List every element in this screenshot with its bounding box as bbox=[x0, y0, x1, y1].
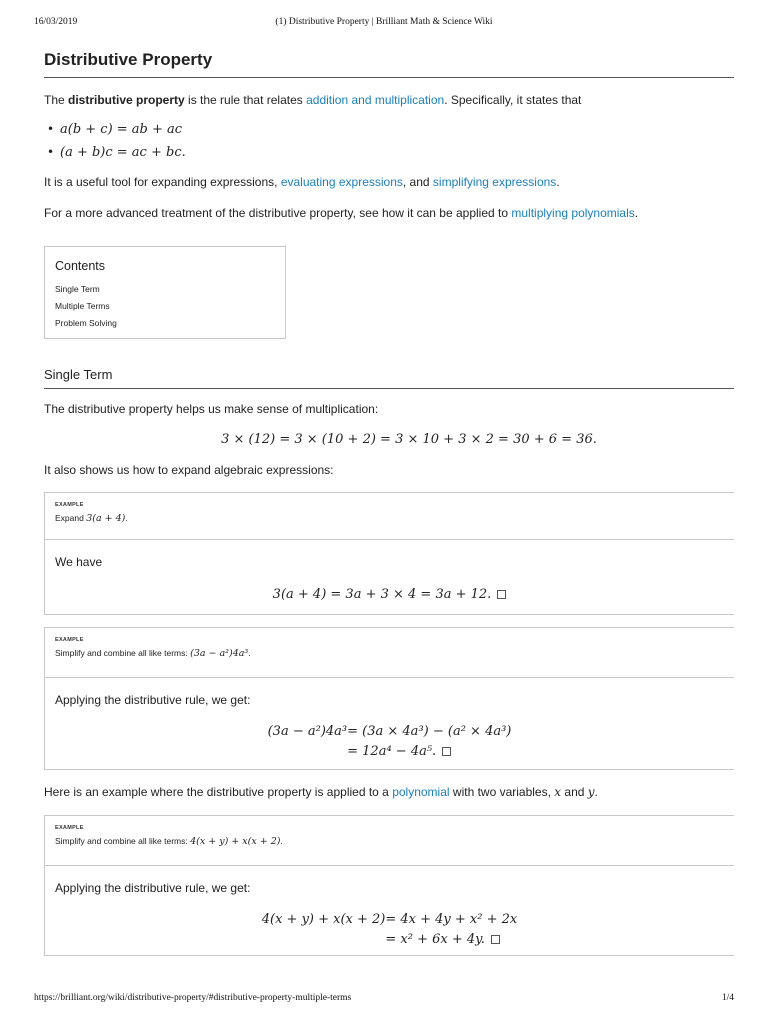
advanced-text: For a more advanced treatment of the distributive property, see how it can be applied to bbox=[44, 206, 512, 220]
property-item: • a(b + c) = ab + ac bbox=[60, 118, 734, 141]
question-math: (3a − a²)4a³ bbox=[190, 648, 249, 659]
variable-x: x bbox=[554, 785, 562, 799]
example-box-1 bbox=[44, 492, 734, 615]
multiplying-polynomials-link[interactable]: multiplying polynomials bbox=[511, 206, 635, 220]
intro-paragraph bbox=[44, 92, 734, 108]
expand-paragraph: It also shows us how to expand algebraic expressions: bbox=[44, 463, 334, 477]
equation-rhs-text: = x² + 6x + 4y. bbox=[385, 932, 485, 947]
question-text: . bbox=[125, 513, 128, 523]
variable-y: y bbox=[587, 785, 595, 799]
example-question-text bbox=[55, 647, 724, 660]
polynomial-link[interactable]: polynomial bbox=[392, 785, 450, 799]
help-paragraph: The distributive property helps us make sense of multiplication: bbox=[44, 402, 379, 416]
solution-lead: Applying the distributive rule, we get: bbox=[55, 881, 251, 895]
question-text: Simplify and combine all like terms: bbox=[55, 648, 191, 658]
example-label: EXAMPLE bbox=[55, 637, 84, 643]
solution-equation-aligned bbox=[55, 722, 724, 762]
example-solution bbox=[45, 866, 734, 950]
property-list bbox=[44, 118, 734, 164]
equation-lhs: 4(x + y) + x(x + 2) bbox=[261, 912, 386, 927]
toc-title: Contents bbox=[55, 259, 106, 273]
equation-rhs bbox=[347, 742, 511, 762]
polynomial-text: with two variables, bbox=[449, 785, 555, 799]
example-solution bbox=[45, 540, 734, 605]
intro-text: The bbox=[44, 93, 69, 107]
toc-item-multiple-terms[interactable]: Multiple Terms bbox=[55, 301, 110, 311]
example-box-2 bbox=[44, 627, 734, 770]
equation-rhs bbox=[385, 930, 517, 950]
example-question bbox=[45, 628, 734, 678]
example-question bbox=[45, 816, 734, 866]
example-solution bbox=[45, 678, 734, 762]
print-date: 16/03/2019 bbox=[34, 17, 78, 27]
print-header bbox=[0, 17, 768, 31]
print-url: https://brilliant.org/wiki/distributive-property/#distributive-property-multiple-terms bbox=[34, 993, 352, 1003]
example-question-text bbox=[55, 835, 724, 848]
equation-lhs: (3a − a²)4a³ bbox=[267, 724, 348, 739]
polynomial-paragraph bbox=[44, 784, 734, 800]
question-text: . bbox=[248, 648, 251, 658]
useful-text: , and bbox=[402, 175, 433, 189]
solution-lead: We have bbox=[55, 555, 103, 569]
question-text: Simplify and combine all like terms: bbox=[55, 836, 191, 846]
example-label: EXAMPLE bbox=[55, 502, 84, 508]
solution-lead: Applying the distributive rule, we get: bbox=[55, 693, 251, 707]
intro-bold-term: distributive property bbox=[68, 93, 185, 107]
addition-multiplication-link[interactable]: addition and multiplication bbox=[306, 93, 445, 107]
question-math: 4(x + y) + x(x + 2) bbox=[190, 836, 281, 847]
equation-lhs-empty bbox=[268, 742, 348, 762]
display-equation: 3 × (12) = 3 × (10 + 2) = 3 × 10 + 3 × 2 = 30 + 6 = 36. bbox=[221, 432, 597, 447]
advanced-text: . bbox=[634, 206, 639, 220]
print-page-title: (1) Distributive Property | Brilliant Math & Science Wiki bbox=[275, 17, 493, 27]
useful-text: . bbox=[556, 175, 560, 189]
simplifying-expressions-link[interactable]: simplifying expressions bbox=[432, 175, 557, 189]
equation-rhs: = 4x + 4y + x² + 2x bbox=[385, 912, 518, 927]
useful-paragraph bbox=[44, 174, 734, 190]
intro-text: . Specifically, it states that bbox=[444, 93, 582, 107]
page-title: Distributive Property bbox=[44, 50, 734, 78]
equation-rhs: = (3a × 4a³) − (a² × 4a³) bbox=[347, 724, 512, 739]
property-item: • (a + b)c = ac + bc. bbox=[60, 141, 734, 164]
solution-equation-text: 3(a + 4) = 3a + 3 × 4 = 3a + 12. bbox=[272, 587, 492, 602]
table-of-contents bbox=[44, 246, 286, 339]
qed-square-icon bbox=[491, 935, 500, 944]
intro-text: is the rule that relates bbox=[184, 93, 307, 107]
example-label: EXAMPLE bbox=[55, 825, 84, 831]
advanced-paragraph bbox=[44, 205, 734, 221]
polynomial-text: Here is an example where the distributive property is applied to a bbox=[44, 785, 393, 799]
print-page-number: 1/4 bbox=[721, 993, 734, 1003]
toc-item-problem-solving[interactable]: Problem Solving bbox=[55, 318, 117, 328]
print-footer bbox=[0, 993, 768, 1007]
question-text: . bbox=[280, 836, 283, 846]
question-math: 3(a + 4) bbox=[86, 513, 126, 524]
solution-equation-aligned bbox=[55, 910, 724, 950]
article bbox=[44, 50, 734, 956]
polynomial-text: . bbox=[594, 785, 598, 799]
example-question-text bbox=[55, 512, 724, 525]
equation-lhs-empty bbox=[262, 930, 386, 950]
polynomial-text: and bbox=[561, 785, 588, 799]
solution-equation bbox=[55, 585, 724, 605]
equation-rhs-text: = 12a⁴ − 4a⁵. bbox=[347, 744, 437, 759]
toc-item-single-term[interactable]: Single Term bbox=[55, 284, 100, 294]
example-box-3 bbox=[44, 815, 734, 956]
question-text: Expand bbox=[55, 513, 87, 523]
qed-square-icon bbox=[442, 747, 451, 756]
useful-text: It is a useful tool for expanding expressions, bbox=[44, 175, 281, 189]
section-heading-single-term: Single Term bbox=[44, 367, 734, 389]
evaluating-expressions-link[interactable]: evaluating expressions bbox=[280, 175, 403, 189]
example-question bbox=[45, 493, 734, 540]
qed-square-icon bbox=[497, 590, 506, 599]
